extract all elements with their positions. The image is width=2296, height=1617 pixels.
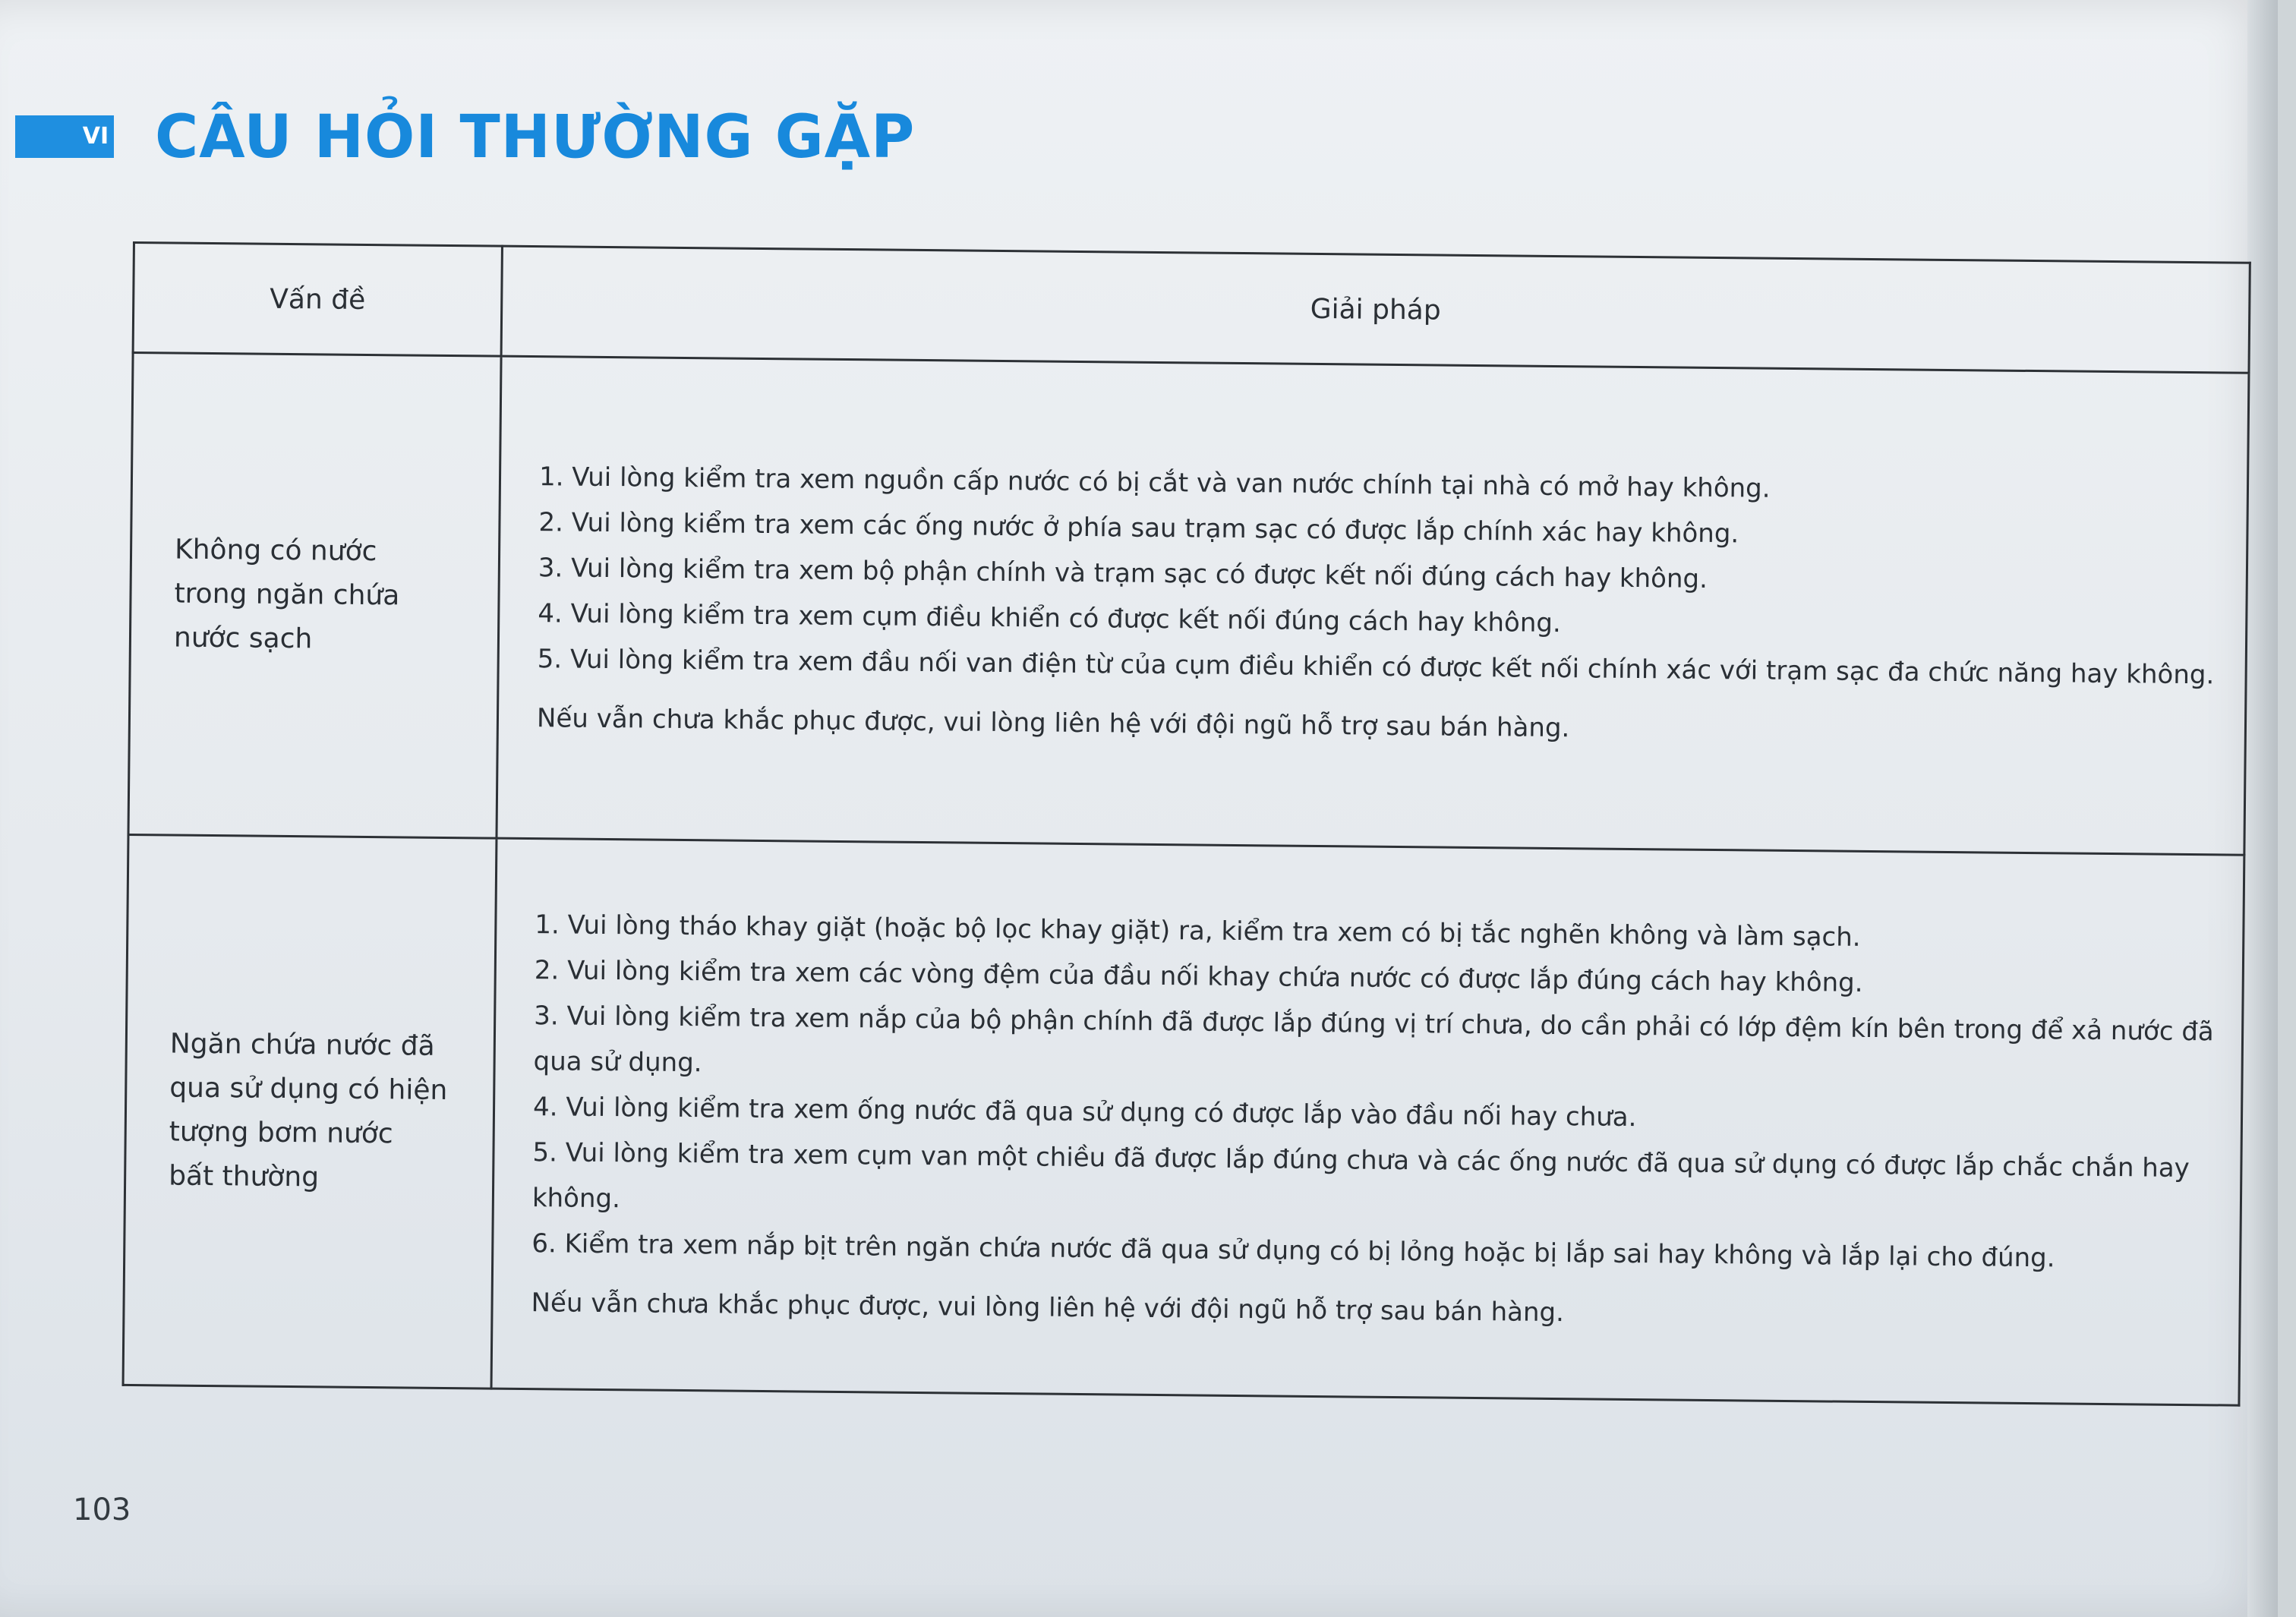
problem-line: trong ngăn chứa xyxy=(174,578,400,612)
table-header-row xyxy=(133,243,2250,374)
problem-line: Không có nước xyxy=(174,534,377,568)
header-problem: Vấn đề xyxy=(133,243,502,357)
table-row xyxy=(128,353,2249,856)
problem-line: bất thường xyxy=(168,1160,320,1193)
problem-line: tượng bơm nước xyxy=(169,1116,393,1150)
solution-item: 2. Vui lòng kiểm tra xem các ống nước ở phía sau trạm sạc có được lắp chính xác hay không. xyxy=(538,507,1739,550)
problem-cell xyxy=(123,834,497,1388)
problem-line: Ngăn chứa nước đã xyxy=(169,1028,435,1062)
solution-item: 1. Vui lòng kiểm tra xem nguồn cấp nước có bị cắt và van nước chính tại nhà có mở hay không. xyxy=(538,462,1771,504)
solution-item: 3. Vui lòng kiểm tra xem bộ phận chính và trạm sạc có được kết nối đúng cách hay không. xyxy=(538,553,1708,594)
table-row xyxy=(123,834,2244,1405)
solution-item: 4. Vui lòng kiểm tra xem cụm điều khiển có được kết nối đúng cách hay không. xyxy=(538,598,1561,639)
faq-table xyxy=(122,241,2251,1407)
solution-item: 3. Vui lòng kiểm tra xem nắp của bộ phận chính đã được lắp đúng vị trí chưa, do cần phải có lớp đệm kín bên trong để xả nước đã qua sử dụng. xyxy=(533,1001,2214,1079)
page-title: CÂU HỎI THƯỜNG GẶP xyxy=(155,103,916,172)
section-badge: VI xyxy=(82,123,109,150)
solution-item: 6. Kiểm tra xem nắp bịt trên ngăn chứa nước đã qua sử dụng có bị lỏng hoặc bị lắp sai hay không và lắp lại cho đúng. xyxy=(531,1228,2055,1274)
solution-cell xyxy=(497,356,2249,855)
solution-item: 5. Vui lòng kiểm tra xem đầu nối van điện từ của cụm điều khiển có được kết nối chính xác với trạm sạc đa chức năng hay không. xyxy=(537,644,2215,691)
problem-line: nước sạch xyxy=(173,622,313,655)
header-solution: Giải pháp xyxy=(501,246,2250,373)
solution-item: 5. Vui lòng kiểm tra xem cụm van một chiều đã được lắp đúng chưa và các ống nước đã qua sử dụng có được lắp chắc chắn hay không. xyxy=(531,1137,2190,1215)
solution-cell xyxy=(491,838,2244,1405)
page-number: 103 xyxy=(73,1492,131,1527)
problem-line: qua sử dụng có hiện xyxy=(169,1072,448,1107)
solution-item: 4. Vui lòng kiểm tra xem ống nước đã qua sử dụng có được lắp vào đầu nối hay chưa. xyxy=(532,1092,1637,1133)
page-edge xyxy=(2247,0,2278,1617)
problem-cell xyxy=(128,353,501,839)
support-note: Nếu vẫn chưa khắc phục được, vui lòng liên hệ với đội ngũ hỗ trợ sau bán hàng. xyxy=(531,1288,1565,1329)
support-note: Nếu vẫn chưa khắc phục được, vui lòng liên hệ với đội ngũ hỗ trợ sau bán hàng. xyxy=(536,703,1570,744)
solution-item: 1. Vui lòng tháo khay giặt (hoặc bộ lọc khay giặt) ra, kiểm tra xem có bị tắc nghẽn không và làm sạch. xyxy=(535,909,1861,953)
solution-item: 2. Vui lòng kiểm tra xem các vòng đệm của đầu nối khay chứa nước có được lắp đúng cách hay không. xyxy=(534,955,1863,998)
